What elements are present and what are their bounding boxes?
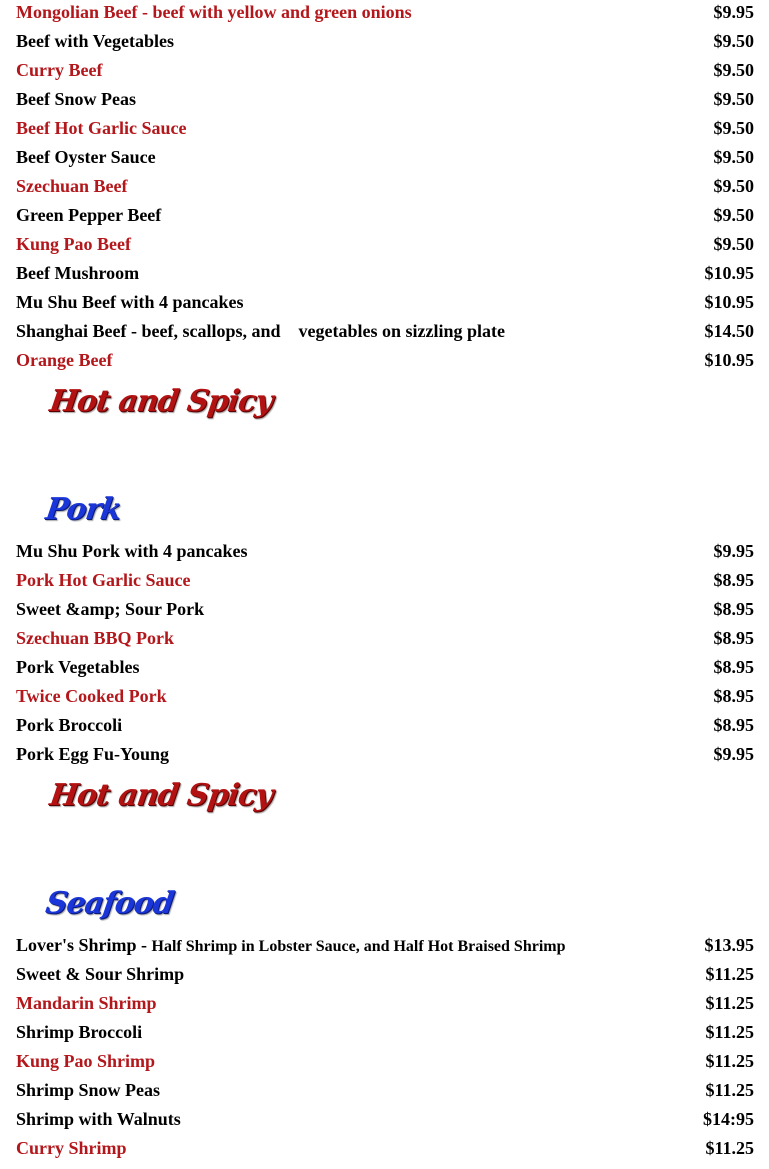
item-price: $14.50 [704, 321, 754, 341]
item-price: $14:95 [703, 1109, 754, 1129]
item-price: $8.95 [713, 599, 754, 619]
item-price: $9.50 [713, 205, 754, 225]
menu-item [16, 1105, 754, 1134]
item-name: Twice Cooked Pork [16, 686, 167, 706]
menu-item [16, 1134, 754, 1163]
menu-item [16, 288, 754, 317]
item-price: $11.25 [705, 1022, 754, 1042]
menu-item [16, 85, 754, 114]
item-price: $9.95 [713, 744, 754, 764]
menu-item [16, 595, 754, 624]
item-price: $8.95 [713, 570, 754, 590]
item-name: Beef Oyster Sauce [16, 147, 156, 167]
menu-item [16, 0, 754, 27]
item-name: Pork Vegetables [16, 657, 140, 677]
menu-item [16, 653, 754, 682]
item-name: Kung Pao Shrimp [16, 1051, 156, 1071]
item-price: $9.50 [713, 234, 754, 254]
menu-item [16, 317, 754, 346]
item-name: Pork Egg Fu-Young [16, 744, 170, 764]
item-price: $10.95 [704, 263, 754, 283]
item-price: $11.25 [705, 993, 754, 1013]
item-name: Shrimp with Walnuts [16, 1109, 181, 1129]
item-price: $9.50 [713, 31, 754, 51]
item-name: Szechuan BBQ Pork [16, 628, 175, 648]
item-name: Curry Beef [16, 60, 103, 80]
menu-item [16, 537, 754, 566]
item-price: $11.25 [705, 1080, 754, 1100]
item-price: $11.25 [705, 1051, 754, 1071]
item-name: Pork Hot Garlic Sauce [16, 570, 191, 590]
item-price: $8.95 [713, 657, 754, 677]
hot-and-spicy-label: Hot and Spicy [47, 384, 275, 419]
item-price: $9.50 [713, 176, 754, 196]
menu-item [16, 114, 754, 143]
item-name: Green Pepper Beef [16, 205, 162, 225]
item-name: Shrimp Broccoli [16, 1022, 143, 1042]
menu-item [16, 27, 754, 56]
item-price: $9.50 [713, 60, 754, 80]
item-name: Kung Pao Beef [16, 234, 131, 254]
hot-and-spicy-label: Hot and Spicy [47, 778, 275, 813]
menu-item [16, 172, 754, 201]
item-name: Mandarin Shrimp [16, 993, 157, 1013]
item-name: Beef Hot Garlic Sauce [16, 118, 187, 138]
item-name: Curry Shrimp [16, 1138, 127, 1158]
menu-item [16, 143, 754, 172]
menu-item [16, 56, 754, 85]
menu-item [16, 566, 754, 595]
item-price: $11.25 [705, 964, 754, 984]
item-name: Mongolian Beef - beef with yellow and green onions [16, 2, 412, 22]
item-separator: - [136, 935, 152, 955]
item-price: $9.95 [713, 541, 754, 561]
menu-item [16, 346, 754, 375]
menu-item [16, 711, 754, 740]
item-name: Beef Mushroom [16, 263, 140, 283]
seafood-heading: Seafood [43, 886, 176, 921]
item-name: Szechuan Beef [16, 176, 128, 196]
item-name: Sweet & Sour Shrimp [16, 964, 185, 984]
menu-item [16, 989, 754, 1018]
item-name: Lover's Shrimp [16, 935, 137, 955]
pork-heading: Pork [43, 492, 123, 527]
menu-item [16, 201, 754, 230]
item-description: Half Shrimp in Lobster Sauce, and Half Hot Braised Shrimp [151, 938, 566, 955]
item-name: Beef Snow Peas [16, 89, 136, 109]
item-price: $8.95 [713, 628, 754, 648]
item-price: $11.25 [705, 1138, 754, 1158]
item-price: $9.95 [713, 2, 754, 22]
menu-item [16, 1076, 754, 1105]
menu-item [16, 230, 754, 259]
item-name: Shanghai Beef - beef, scallops, and vegetables on sizzling plate [16, 321, 506, 341]
item-name: Sweet &amp; Sour Pork [16, 599, 205, 619]
item-name-with-desc [16, 935, 566, 956]
menu-item [16, 682, 754, 711]
item-price: $9.50 [713, 118, 754, 138]
menu-item [16, 259, 754, 288]
menu-item [16, 960, 754, 989]
item-name: Pork Broccoli [16, 715, 123, 735]
item-price: $10.95 [704, 350, 754, 370]
item-price: $13.95 [704, 935, 754, 955]
menu-item [16, 624, 754, 653]
item-name: Mu Shu Pork with 4 pancakes [16, 541, 248, 561]
item-price: $8.95 [713, 686, 754, 706]
menu-item [16, 931, 754, 960]
item-name: Shrimp Snow Peas [16, 1080, 161, 1100]
menu-item [16, 1018, 754, 1047]
item-name: Orange Beef [16, 350, 113, 370]
item-name: Beef with Vegetables [16, 31, 174, 51]
item-price: $8.95 [713, 715, 754, 735]
item-name: Mu Shu Beef with 4 pancakes [16, 292, 244, 312]
item-price: $10.95 [704, 292, 754, 312]
menu-item [16, 740, 754, 769]
item-price: $9.50 [713, 147, 754, 167]
menu-item [16, 1047, 754, 1076]
item-price: $9.50 [713, 89, 754, 109]
